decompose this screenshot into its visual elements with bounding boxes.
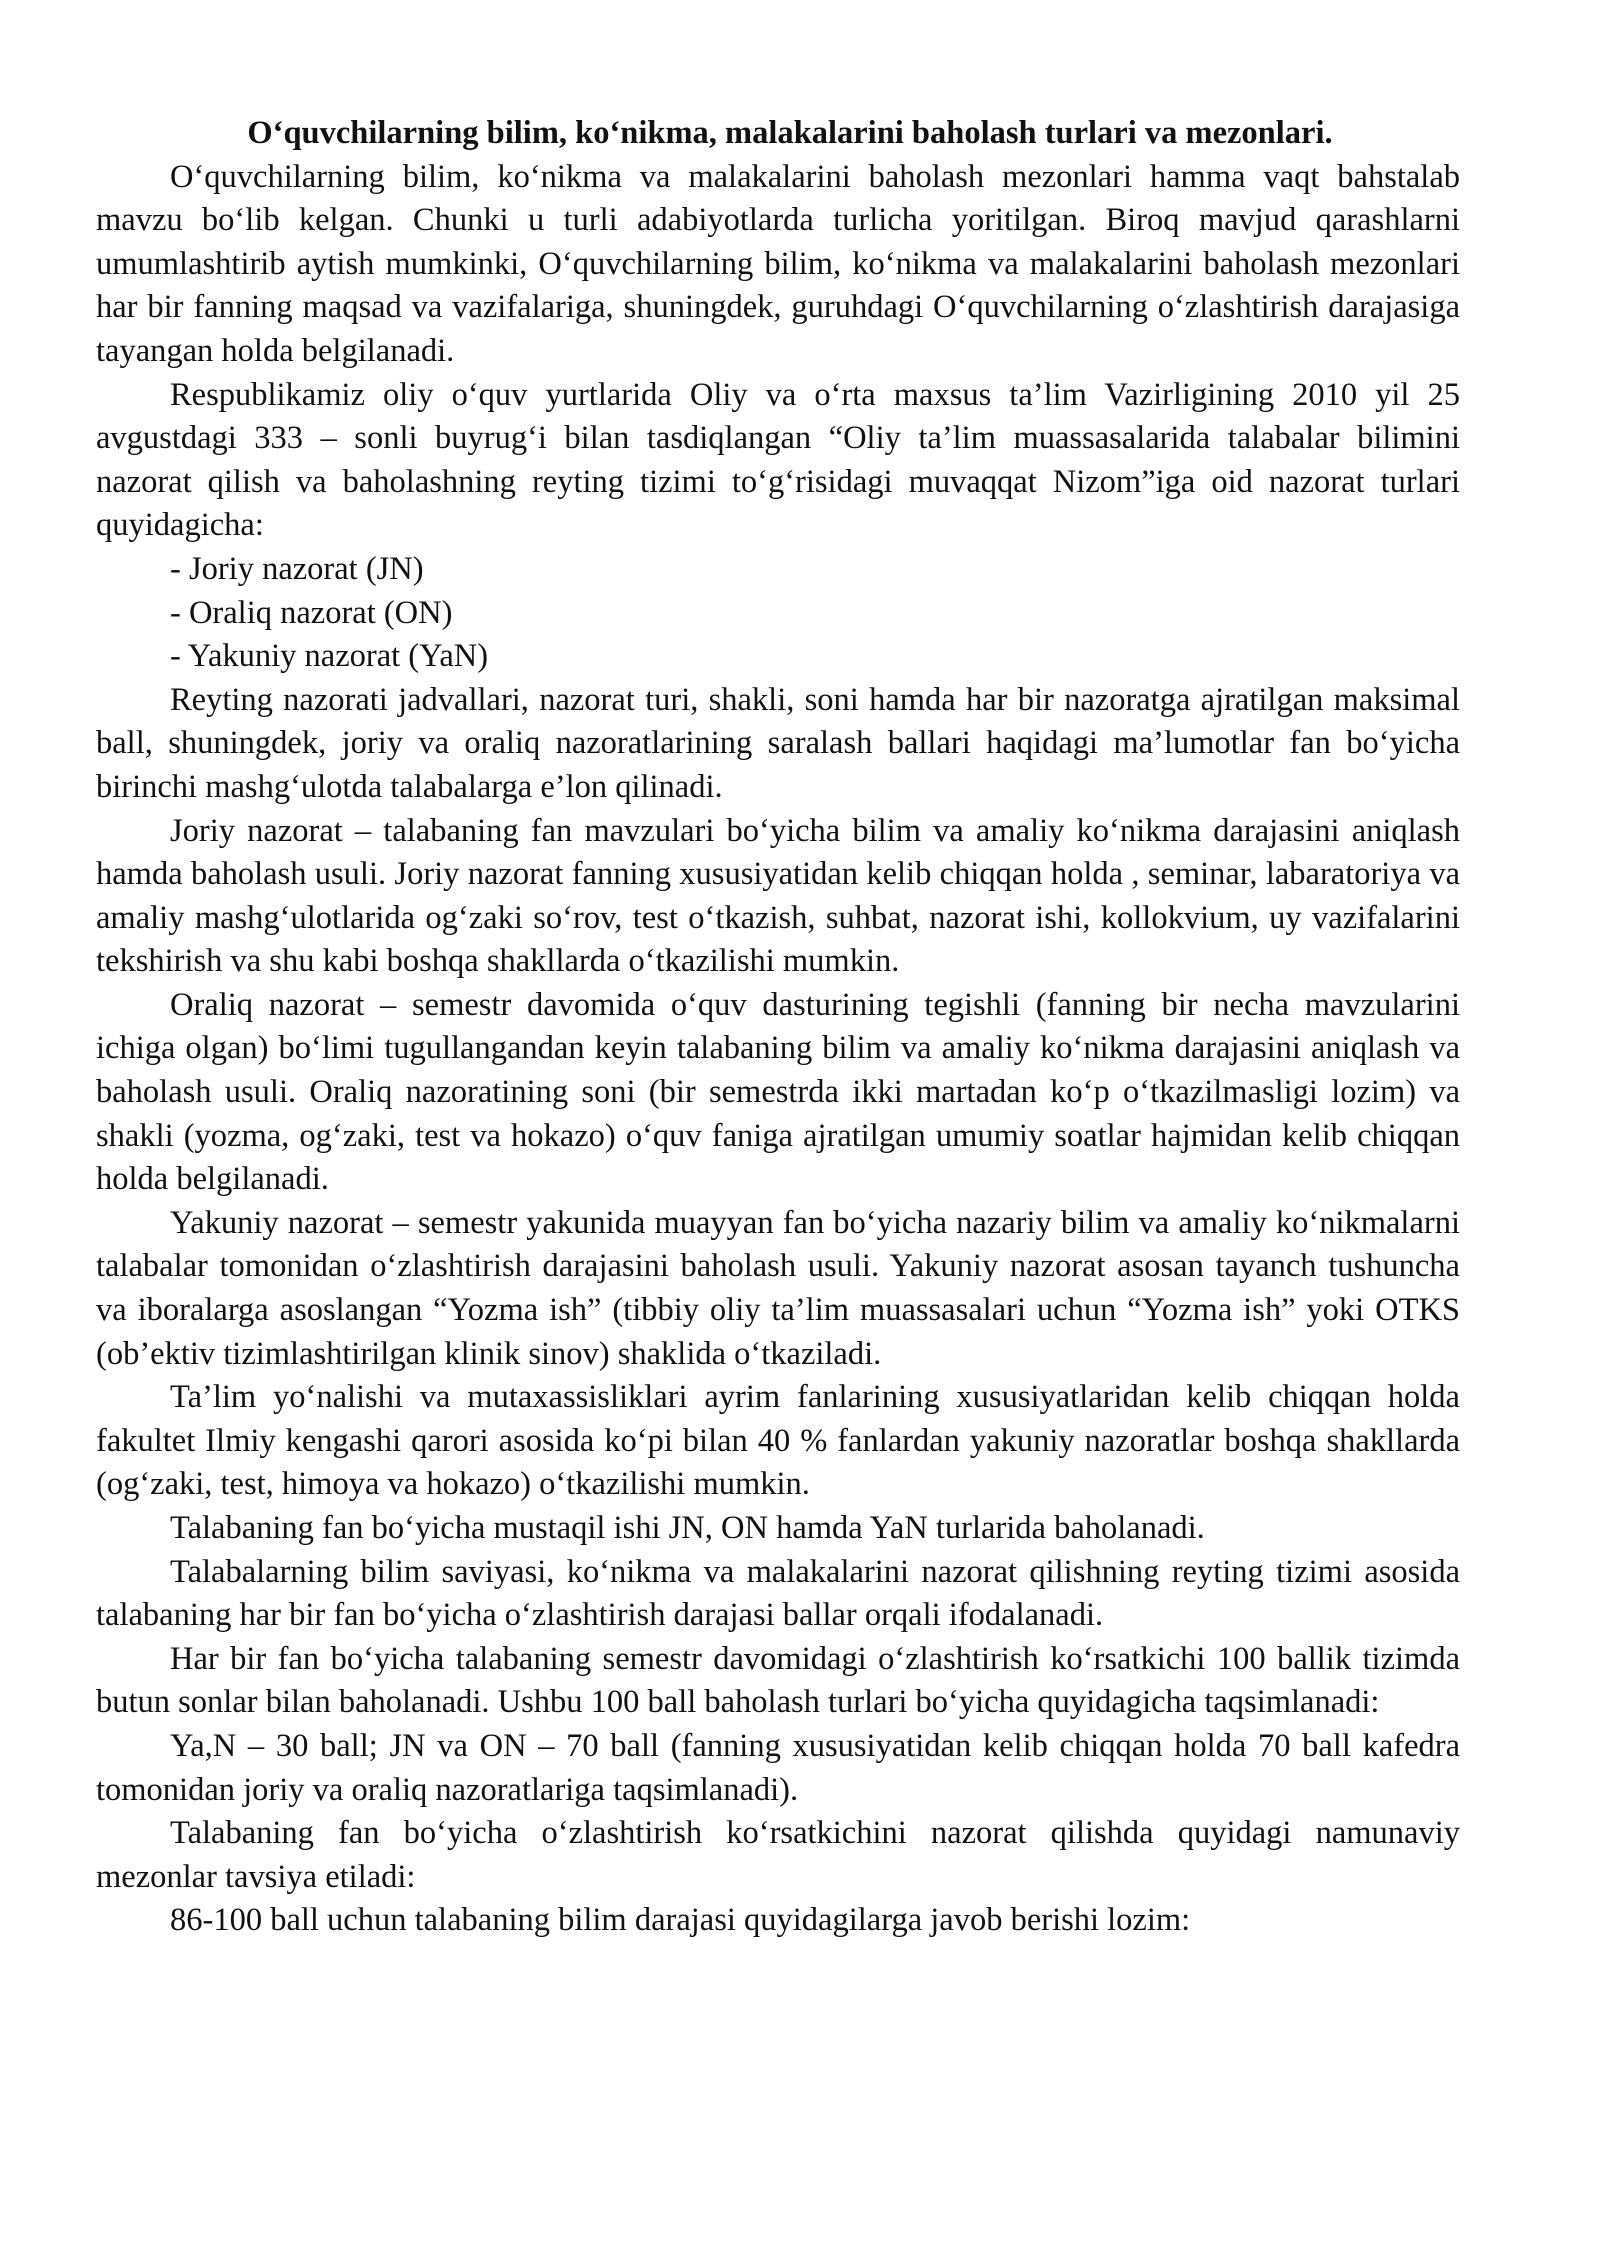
paragraph-point-distribution: Ya,N – 30 ball; JN va ON – 70 ball (fanning xususiyatidan kelib chiqqan holda 70 ball kafedra tomonidan joriy va oraliq nazoratlariga taqsimlanadi). — [96, 1727, 1460, 1808]
list-item-final-control: - Yakuniy nazorat (YaN) — [170, 638, 489, 675]
list-item-interim-control: - Oraliq nazorat (ON) — [170, 594, 453, 631]
paragraph-interim-control: Oraliq nazorat – semestr davomida o‘quv dasturining tegishli (fanning bir necha mavzularini ichiga olgan) bo‘limi tugullangandan keyin talabaning bilim va amaliy ko‘nikma darajasini aniqlash va baholash usuli. Oraliq nazoratining soni (bir semestrda ikki martadan ko‘p o‘tkazilmasligi lozim) va shakli (yozma, og‘zaki, test va hokazo) o‘quv faniga ajratilgan umumiy soatlar hajmidan kelib chiqqan holda belgilanadi. — [96, 986, 1460, 1198]
paragraph-rating-system: Talabalarning bilim saviyasi, ko‘nikma va malakalarini nazorat qilishning reyting tizimi asosida talabaning har bir fan bo‘yicha o‘zlashtirish darajasi ballar orqali ifodalanadi. — [96, 1553, 1460, 1634]
paragraph-100-point-scale: Har bir fan bo‘yicha talabaning semestr davomidagi o‘zlashtirish ko‘rsatkichi 100 ballik tizimda butun sonlar bilan baholanadi. Ushbu 100 ball baholash turlari bo‘yicha quyidagicha taqsimlanadi: — [96, 1640, 1460, 1721]
paragraph-assessment-criteria: O‘quvchilarning bilim, ko‘nikma va malakalarini baholash mezonlari hamma vaqt bahstalab mavzu bo‘lib kelgan. Chunki u turli adabiyotlarda turlicha yoritilgan. Biroq mavjud qarashlarni umumlashtirib aytish mumkinki, O‘quvchilarning bilim, ko‘nikma va malakalarini baholash mezonlari har bir fanning maqsad va vazifalariga, shuningdek, guruhdagi O‘quvchilarning o‘zlashtirish darajasiga tayangan holda belgilanadi. — [96, 158, 1460, 369]
list-item-current-control: - Joriy nazorat (JN) — [170, 550, 424, 587]
document-page — [96, 112, 1460, 1943]
paragraph-86-100-points: 86-100 ball uchun talabaning bilim darajasi quyidagilarga javob berishi lozim: — [170, 1902, 1191, 1939]
paragraph-regulation-reference: Respublikamiz oliy o‘quv yurtlarida Oliy va o‘rta maxsus ta’lim Vazirligining 2010 yil 25 avgustdagi 333 – sonli buyrug‘i bilan tasdiqlangan “Oliy ta’lim muassasalarida talabalar bilimini nazorat qilish va baholashning reyting tizimi to‘g‘risidagi muvaqqat Nizom”iga oid nazorat turlari quyidagicha: — [96, 376, 1460, 544]
paragraph-rating-tables: Reyting nazorati jadvallari, nazorat turi, shakli, soni hamda har bir nazoratga ajratilgan maksimal ball, shuningdek, joriy va oraliq nazoratlarining saralash ballari haqidagi ma’lumotlar fan bo‘yicha birinchi mashg‘ulotda talabalarga e’lon qilinadi. — [96, 681, 1460, 805]
paragraph-independent-work: Talabaning fan bo‘yicha mustaqil ishi JN, ON hamda YaN turlarida baholanadi. — [170, 1510, 1205, 1546]
paragraph-sample-criteria: Talabaning fan bo‘yicha o‘zlashtirish ko‘rsatkichini nazorat qilishda quyidagi namunaviy mezonlar tavsiya etiladi: — [96, 1815, 1460, 1895]
paragraph-faculty-council: Ta’lim yo‘nalishi va mutaxassisliklari ayrim fanlarining xususiyatlaridan kelib chiqqan holda fakultet Ilmiy kengashi qarori asosida ko‘pi bilan 40 % fanlardan yakuniy nazoratlar boshqa shakllarda (og‘zaki, test, himoya va hokazo) o‘tkazilishi mumkin. — [96, 1379, 1460, 1503]
paragraph-current-control: Joriy nazorat – talabaning fan mavzulari bo‘yicha bilim va amaliy ko‘nikma darajasini aniqlash hamda baholash usuli. Joriy nazorat fanning xususiyatidan kelib chiqqan holda , seminar, labaratoriya va amaliy mashg‘ulotlarida og‘zaki so‘rov, test o‘tkazish, suhbat, nazorat ishi, kollokvium, uy vazifalarini tekshirish va shu kabi boshqa shakllarda o‘tkazilishi mumkin. — [96, 812, 1460, 980]
paragraph-final-control: Yakuniy nazorat – semestr yakunida muayyan fan bo‘yicha nazariy bilim va amaliy ko‘nikmalarni talabalar tomonidan o‘zlashtirish darajasini baholash usuli. Yakuniy nazorat asosan tayanch tushuncha va iboralarga asoslangan “Yozma ish” (tibbiy oliy ta’lim muassasalari uchun “Yozma ish” yoki OTKS (ob’ektiv tizimlashtirilgan klinik sinov) shaklida o‘tkaziladi. — [96, 1204, 1460, 1372]
document-title: O‘quvchilarning bilim, ko‘nikma, malakalarini baholash turlari va mezonlari. — [247, 115, 1333, 151]
